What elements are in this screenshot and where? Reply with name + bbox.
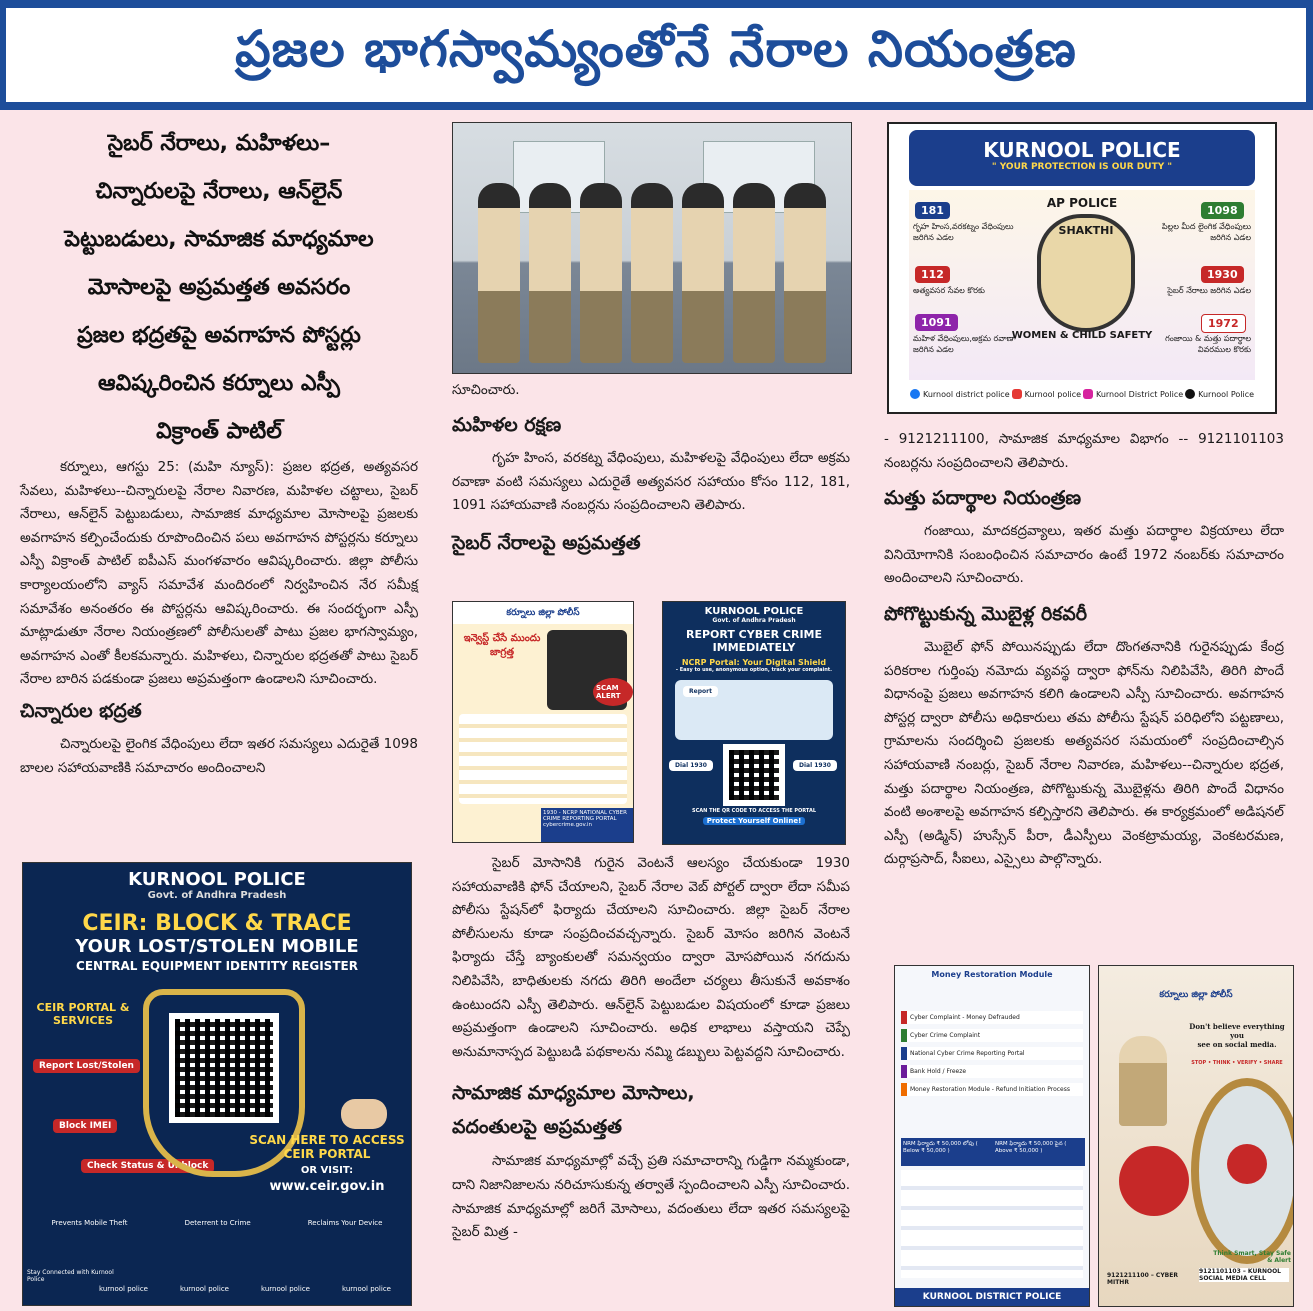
youtube-icon [1012,389,1081,399]
helpline-1972-desc: గంజాయి & మత్తు పదార్థాల వివరముల కొరకు [1165,334,1251,354]
article-paragraph: చిన్నారులపై లైంగిక వేధింపులు లేదా ఇతర సమస్యలు ఎదురైతే 1098 బాలల సహాయవాణికి సమాచారం అందించాలని [20,735,418,776]
step-item: Cyber Crime Complaint [901,1029,1083,1042]
scan-here-label: SCAN HERE TO ACCESS CEIR PORTAL [249,1133,405,1161]
person-figure [682,183,724,363]
social-handle: Kurnool police [1024,389,1082,399]
poster-title: KURNOOL POLICE [128,869,306,890]
headline-line: ప్రజల భద్రతపై అవగాహన పోస్టర్లు [77,323,361,348]
block-imei-label: Block IMEI [53,1119,117,1133]
section-heading: మహిళల రక్షణ [452,414,562,436]
nrm-below-box: NRM ఫిర్యాదు ₹ 50,000 లోపు ( Below ₹ 50,000 ) [901,1138,993,1166]
social-handle: Kurnool District Police [1095,389,1184,399]
person-figure [784,183,826,363]
officer-figure [1119,1036,1167,1126]
stay-connected-label: Stay Connected with Kurnool Police [27,1269,114,1283]
article-paragraph: గృహ హింస, వరకట్న వేధింపులు, మహిళలపై వేధింపులు లేదా అక్రమ రవాణా వంటి సమస్యలు ఎదురైతే అత్యవసర సహాయం కోసం 112, 181, 1091 సహాయవాణి నంబర్లను సంప్రదించాలని తెలిపారు. [452,450,850,514]
helpline-181: 181 [915,202,950,219]
tagline: Think Smart, Stay Safe & Alert [1213,1250,1291,1264]
headline-line: పెట్టుబడులు, సామాజిక మాధ్యమాల [64,227,374,252]
social-handle: Kurnool district police [922,389,1010,399]
ncrp-subtitle: - Easy to use, anonymous option, track your complaint. [675,667,833,673]
helpline-112: 112 [915,266,950,283]
social-row [83,1285,407,1293]
section-heading-line: సామాజిక మాధ్యమాల మోసాలు, [452,1082,695,1105]
qr-code [169,1013,279,1123]
tips-list [459,714,627,804]
qr-code [723,744,785,806]
report-button: Report [683,686,718,697]
ceir-portal-label: CEIR PORTAL & SERVICES [36,1001,130,1027]
cyber-mithr-number: 9121211100 – CYBER MITHR [1107,1272,1178,1286]
column-2-lower [452,852,850,1245]
x-icon: kurnool police [342,1285,391,1293]
poster-title: ఇన్వెస్ట్ చేసే ముందు జాగ్రత్త [463,633,541,658]
instagram-icon: kurnool police [261,1285,310,1293]
masthead-inner [6,8,1306,102]
social-media-caution-poster [1098,965,1294,1307]
poster-footer: 1930 - NCRP NATIONAL CYBER CRIME REPORTING PORTAL cybercrime.gov.in [541,808,633,842]
youtube-icon: kurnool police [180,1285,229,1293]
helpline-1091: 1091 [915,314,958,331]
shield-icon [1037,214,1135,332]
article-paragraph: సైబర్ మోసానికి గురైన వెంటనే ఆలస్యం చేయకుండా 1930 సహాయవాణికి ఫోన్ చేయాలని, సైబర్ నేరాల వెబ్ పోర్టల్ ద్వారా లేదా సమీప పోలీసు స్టేషన్‌లో ఫిర్యాదు చేయాలని సూచించారు. జిల్లా సైబర్ నేరాల పోలీసులను కూడా సంప్రదించవచ్చన్నారు. సైబర్ మోసం జరిగిన వెంటనే ఫిర్యాదు చేస్తే బ్యాంకులతో సమన్వయం ద్వారా మోసపోయిన నగదును నిలిపివేసి, బాధితులకు నగదు తిరిగి అందేలా చర్యలు తీసుకునే అవకాశం ఉంటుందని ఎస్పీ తెలిపారు. ఆన్‌లైన్ పెట్టుబడుల విషయంలో కూడా ప్రజలు అప్రమత్తంగా ఉండాలని సూచించారు. అధిక లాభాలు వస్తాయని చెప్పే అనుమానాస్పద పెట్టుబడి పథకాలను నమ్మి డబ్బులు పెట్టవద్దని సూచించారు. [452,855,850,1060]
helpline-1098: 1098 [1201,202,1244,219]
nrm-above-box: NRM ఫిర్యాదు ₹ 50,000 పైన ( Above ₹ 50,000 ) [993,1138,1085,1166]
article-paragraph: సామాజిక మాధ్యమాల్లో వచ్చే ప్రతి సమాచారాన్ని గుడ్డిగా నమ్మకుండా, దాని నిజానిజాలను నరిచూసుకున్న తర్వాతే స్పందించాలని ఎస్పీ సూచించారు. సామాజిక మాధ్యమాల్లో జరిగే మోసాలు, వదంతులు లేదా ఇతర సమస్యలపై సైబర్ మిత్ర - [452,1153,850,1241]
person-figure [529,183,571,363]
headline-line: చిన్నారులపై నేరాలు, ఆన్‌లైన్ [95,179,343,204]
social-media-cell-number: 9121101103 – KURNOOL SOCIAL MEDIA CELL [1199,1268,1289,1282]
poster-header [453,602,633,624]
benefit-reclaims: Reclaims Your Device [307,1219,383,1227]
poster-subtitle: Govt. of Andhra Pradesh [147,890,287,901]
quote-line: see on social media. [1197,1040,1277,1049]
poster-subtitle: Govt. of Andhra Pradesh [712,617,796,624]
report-cyber-crime-poster [662,601,846,845]
check-status-label: Check Status & Unblock [81,1159,214,1173]
helpline-1930-desc: సైబర్ నేరాలు జరిగిన ఎడల [1167,286,1251,295]
article-paragraph: గంజాయి, మాదకద్రవ్యాలు, ఇతర మత్తు పదార్థాల విక్రయాలు లేదా వినియోగానికి సంబంధించిన సమాచారం ఉంటే 1972 నంబర్‌కు సమాచారం అందించాలని సూచించారు. [884,523,1284,587]
helpline-1098-desc: పిల్లల మీద లైంగిక వేధింపులు జరిగిన ఎడల [1161,222,1251,242]
benefits-row [23,1219,411,1227]
poster-tagline: " YOUR PROTECTION IS OUR DUTY " [991,162,1173,172]
steps-list [901,1006,1083,1101]
poster-header: కర్నూలు జిల్లా పోలీస్ [1159,990,1233,1000]
social-handle: Kurnool Police [1198,389,1255,399]
step-item: Money Restoration Module - Refund Initiation Process [901,1083,1083,1096]
poster-title: KURNOOL POLICE [704,606,804,617]
step-item: Bank Hold / Freeze [901,1065,1083,1078]
column-2 [452,380,850,565]
facebook-icon: kurnool police [99,1285,148,1293]
person-figure [631,183,673,363]
benefit-deterrent: Deterrent to Crime [184,1219,251,1227]
ceir-headline-3: CENTRAL EQUIPMENT IDENTITY REGISTER [76,959,358,973]
article-paragraph: కర్నూలు, ఆగస్టు 25: (మహి న్యూస్): ప్రజల భద్రత, అత్యవసర సేవలు, మహిళలు--చిన్నారులపై నేరాల నివారణ, మహిళల చట్టాలు, సైబర్ నేరాలు, ఆన్‌లైన్ పెట్టుబడులు, సామాజిక మాధ్యమాల మోసాలపై ప్రజలకు అవగాహన కల్పించేందుకు రూపొందించిన పలు అవగాహన పోస్టర్లను కర్నూలు ఎస్పీ విక్రాంత్ పాటిల్ ఐపీఎస్ మంగళవారం ఆవిష్కరించారు. జిల్లా పోలీసు కార్యాలయంలోని వ్యాస్ సమావేశ మందిరంలో నిర్వహించిన నేర సమీక్ష సమావేశం అనంతరం ఈ పోస్టర్లను ఆవిష్కరించారు. ఈ సందర్భంగా ఎస్పీ మాట్లాడుతూ నేరాల నియంత్రణలో పోలీసులతో పాటు ప్రజల భాగస్వామ్యం, అవగాహన ఎంతో కీలకమన్నారు. మహిళలు, చిన్నారుల భద్రతతో పాటు సైబర్ నేరాల బారిన పడకుండా ప్రజలు అప్రమత్తంగా ఉండాలని సూచించారు. [20,459,418,688]
poster-header-text: కర్నూలు జిల్లా పోలీస్ [506,608,580,618]
column-3 [884,428,1284,872]
continued-text: సూచించారు. [452,382,520,398]
ceir-url: www.ceir.gov.in [269,1179,385,1194]
quote-line: Don't believe everything you [1189,1022,1285,1040]
process-flow [901,1170,1083,1278]
poster-title: KURNOOL POLICE [983,138,1181,162]
instagram-icon [1083,389,1183,399]
women-child-safety-label: WOMEN & CHILD SAFETY [1011,330,1153,341]
ncrp-title: NCRP Portal: Your Digital Shield [681,658,827,667]
protect-label: Protect Yourself Online! [703,817,805,825]
section-heading: మత్తు పదార్థాల నియంత్రణ [884,487,1082,510]
social-row [909,382,1255,406]
headline-line: సైబర్ నేరాలు, మహిళలు– [107,131,331,156]
helpline-1930: 1930 [1201,266,1244,283]
helpline-1091-desc: మహిళ వేధింపులు,అక్రమ రవాణా జరిగిన ఎడల [913,334,1016,354]
headline-line: ఆవిష్కరించిన కర్నూలు ఎస్పీ [98,371,340,396]
shakthi-word: SHAKTHI [1058,224,1114,237]
or-visit-label: OR VISIT: [300,1165,354,1176]
ceir-headline-1: CEIR: BLOCK & TRACE [82,911,352,936]
person-figure [733,183,775,363]
step-item: Cyber Complaint - Money Defrauded [901,1011,1083,1024]
dial-badge: Dial 1930 [793,760,837,771]
launch-photo [452,122,852,374]
facebook-icon [910,389,1010,399]
poster-header [909,130,1255,186]
article-paragraph: మొబైల్ ఫోన్ పోయినప్పుడు లేదా దొంగతనానికి గురైనప్పుడు కేంద్ర పరికరాల గుర్తింపు నమోదు వ్యవస్థ ద్వారా ఫోన్‌ను నిలిపివేసి, తిరిగి పొందే విధానంపై ప్రజలు అవగాహన కలిగి ఉండాలని ఎస్పీ సూచించారు. అవగాహన పోస్టర్ల ద్వారా పోలీసు అధికారులు తమ పోలీసు స్టేషన్ పరిధిలోని పట్టణాలు, గ్రామాలను సందర్శించి ప్రజలకు అత్యవసర సమయంలో సంప్రదించాల్సిన సహాయవాణి నంబర్లు, సైబర్ నేరాల నివారణ, మహిళలు--చిన్నారుల భద్రత, మత్తు పదార్థాల నియంత్రణ, పోగొట్టుకున్న మొబైళ్లను తిరిగి పొందే విధానం వంటి అంశాలపై అవగాహన కల్పిస్తారని తెలిపారు. ఈ కార్యక్రమంలో అడిషనల్ ఎస్పీ (అడ్మిన్) హుస్సేన్ పీరా, డీఎస్పీలు వెంకట్రామయ్య, వెంకటరమణ, దుర్గాప్రసాద్, సీఐలు, ఎస్సైలు పాల్గొన్నారు. [884,638,1284,868]
person-figure [580,183,622,363]
ceir-headline-2: YOUR LOST/STOLEN MOBILE [75,936,359,957]
helpline-181-desc: గృహ హింస,వరకట్నం వేధింపులు జరిగిన ఎడల [913,222,1014,242]
poster-title: Money Restoration Module [931,970,1053,979]
poster-body [909,190,1255,380]
section-heading: సైబర్ నేరాలపై అప్రమత్తత [452,531,641,554]
section-heading: చిన్నారుల భద్రత [20,699,142,722]
poster-footer: KURNOOL DISTRICT POLICE [895,1288,1089,1306]
helpline-1972: 1972 [1201,314,1246,333]
step-item: National Cyber Crime Reporting Portal [901,1047,1083,1060]
laptop-illustration [675,680,833,740]
headline-line: మోసాలపై అప్రమత్తత అవసరం [87,275,351,300]
officials-group [473,173,831,363]
masthead-banner [0,0,1313,110]
ceir-poster [22,862,412,1306]
page-title: ప్రజల భాగస్వామ్యంతోనే నేరాల నియంత్రణ [235,19,1077,78]
scam-alert-badge: SCAM ALERT [593,678,633,706]
section-heading [452,1076,850,1144]
x-icon [1185,389,1254,399]
helpline-112-desc: అత్యవసర సేవల కొరకు [913,286,985,295]
poster-headline: REPORT CYBER CRIME IMMEDIATELY [685,628,823,654]
scan-label: SCAN THE QR CODE TO ACCESS THE PORTAL [692,808,816,814]
investment-caution-poster [452,601,634,843]
dial-badge: Dial 1930 [669,760,713,771]
continued-text: - 9121211100, సామాజిక మాధ్యమాల విభాగం -- 9121101103 నంబర్లను సంప్రదించాలని తెలిపారు. [884,431,1284,471]
shakthi-poster [887,122,1277,414]
apple-icon [1227,1144,1267,1184]
apple-icon [1119,1146,1189,1216]
ap-police-label: AP POLICE [1046,196,1118,210]
hand-pointer-icon [341,1099,387,1129]
report-lost-label: Report Lost/Stolen [33,1059,140,1073]
headline [20,120,418,456]
money-restoration-poster [894,965,1090,1307]
column-1 [20,120,418,780]
section-heading: పోగొట్టుకున్న మొబైళ్ల రికవరీ [884,602,1087,625]
person-figure [478,183,520,363]
headline-line: విక్రాంత్ పాటిల్ [156,419,282,444]
benefit-prevents-theft: Prevents Mobile Theft [51,1219,128,1227]
stop-think-verify: STOP • THINK • VERIFY • SHARE [1191,1060,1283,1066]
section-heading-line: వదంతులపై అప్రమత్తత [452,1116,622,1139]
mirror-icon [1191,1078,1294,1264]
